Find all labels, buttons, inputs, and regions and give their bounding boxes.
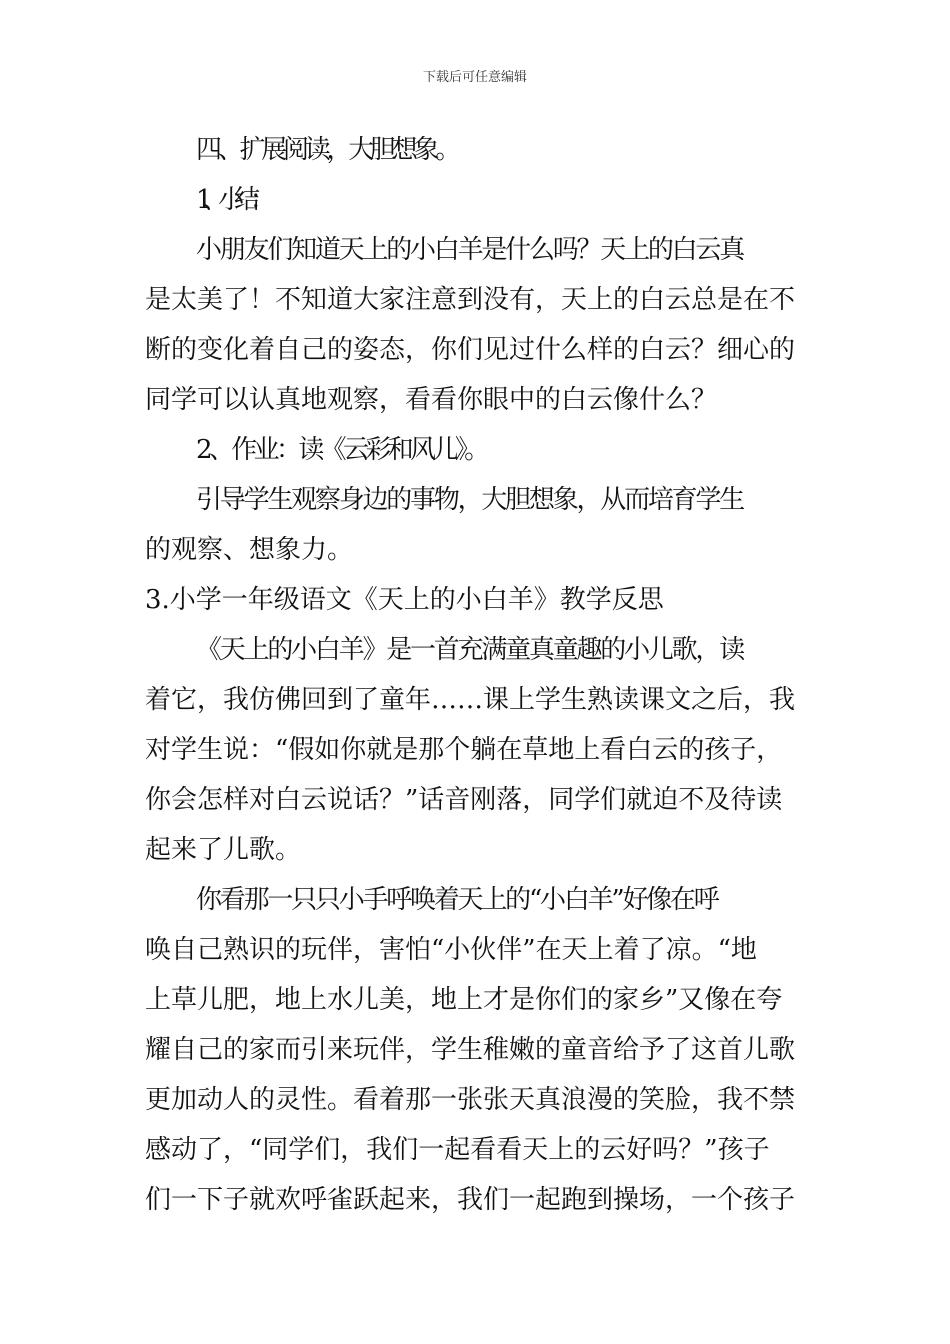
paragraph-line: 更加动人的灵性。看着那一张张天真浪漫的笑脸，我不禁 [145, 1085, 796, 1115]
paragraph-line: 感动了，“同学们，我们一起看看天上的云好吗？”孩子 [145, 1135, 770, 1165]
paragraph-line: 你看那一只只小手呼唤着天上的“小白羊”好像在呼 [196, 885, 718, 915]
paragraph-line: 的观察、想象力。 [145, 535, 354, 565]
section-title: 3.小学一年级语文《天上的小白羊》教学反思 [145, 585, 664, 615]
paragraph-line: 同学可以认真地观察，看看你眼中的白云像什么？ [145, 385, 718, 415]
paragraph-line: 小朋友们知道天上的小白羊是什么吗？天上的白云真 [196, 235, 744, 265]
paragraph-line: 是太美了！不知道大家注意到没有，天上的白云总是在不 [145, 285, 796, 315]
paragraph-line: 着它，我仿佛回到了童年……课上学生熟读课文之后，我 [145, 685, 796, 715]
section-heading: 四、扩展阅读，大胆想象。 [196, 135, 458, 165]
paragraph-line: 你会怎样对白云说话？”话音刚落，同学们就迫不及待读 [145, 785, 783, 815]
subheading-summary: 1、小结： [196, 185, 266, 215]
paragraph-line: 《天上的小白羊》是一首充满童真童趣的小儿歌，读 [196, 635, 744, 665]
paragraph-line: 起来了儿歌。 [145, 835, 302, 865]
paragraph-line: 耀自己的家而引来玩伴，学生稚嫩的童音给予了这首儿歌 [145, 1035, 796, 1065]
paragraph-line: 唤自己熟识的玩伴，害怕“小伙伴”在天上着了凉。“地 [145, 935, 757, 965]
page-header: 下载后可任意编辑 [422, 70, 527, 85]
paragraph-line: 引导学生观察身边的事物，大胆想象，从而培育学生 [196, 485, 744, 515]
paragraph-line: 上草儿肥，地上水儿美，地上才是你们的家乡”又像在夸 [145, 985, 783, 1015]
paragraph-line: 们一下子就欢呼雀跃起来，我们一起跑到操场，一个孩子 [145, 1185, 796, 1215]
subheading-homework: 2、作业：读《云彩和风儿》。 [196, 435, 487, 465]
paragraph-line: 断的变化着自己的姿态，你们见过什么样的白云？细心的 [145, 335, 796, 365]
paragraph-line: 对学生说：“假如你就是那个躺在草地上看白云的孩子， [145, 735, 783, 765]
